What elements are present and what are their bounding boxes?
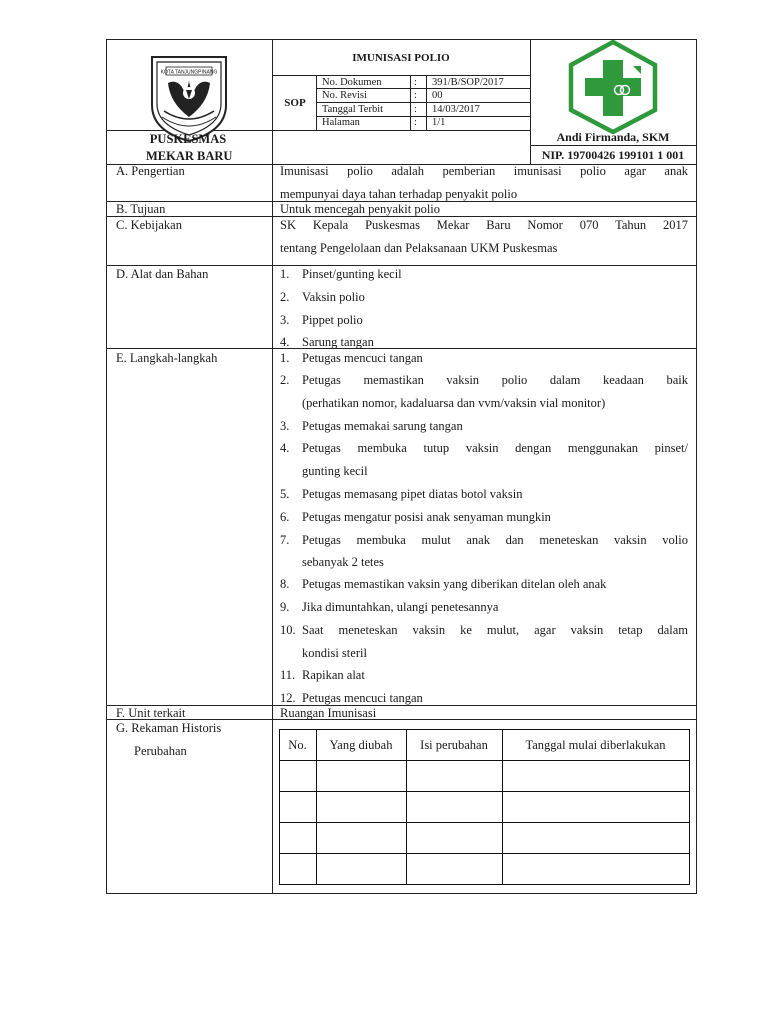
list-item-number: 3. [280,313,290,327]
list-item: Pippet polio [302,313,363,327]
step-number: 7. [280,533,290,547]
org-name-line1: PUSKESMAS [149,132,227,146]
step-text: Petugas memastikan vaksin polio dalam keadaan baik [302,373,688,387]
step-text: Petugas memasang pipet diatas botol vaksin [302,487,523,501]
document-title: IMUNISASI POLIO [352,52,450,64]
section-f-label: F. Unit terkait [116,706,186,720]
step-number: 12. [280,691,296,705]
border-bottom [106,893,697,894]
info-row-line-2 [316,102,530,103]
section-e-label: E. Langkah-langkah [116,351,218,365]
doc-info-value: 1/1 [432,117,446,128]
section-b-text: Untuk mencegah penyakit polio [280,202,441,216]
signer-name: Andi Firmanda, SKM [556,130,670,144]
history-table-row-line [279,853,690,854]
section-c-text-line2: tentang Pengelolaan dan Pelaksanaan UKM Puskesmas [280,241,558,255]
list-item: Pinset/gunting kecil [302,267,402,281]
section-b-label: B. Tujuan [116,202,166,216]
step-text: Jika dimuntahkan, ulangi penetesannya [302,600,499,614]
step-number: 2. [280,373,290,387]
step-number: 6. [280,510,290,524]
history-table-row-line [279,791,690,792]
step-number: 4. [280,441,290,455]
doc-info-sep: : [414,90,417,101]
step-number: 5. [280,487,290,501]
step-number: 10. [280,623,296,637]
step-text: Petugas membuka tutup vaksin dengan menggunakan pinset/ [302,441,688,455]
line-section-e [106,348,697,349]
history-table-header-line [279,760,690,761]
step-text-cont: sebanyak 2 tetes [302,555,384,569]
section-a-label: A. Pengertian [116,164,185,178]
history-table-row-line [279,822,690,823]
section-d-label: D. Alat dan Bahan [116,267,209,281]
title-bottom-line [272,75,530,76]
list-item: Sarung tangan [302,335,374,349]
step-text: Petugas mencuci tangan [302,351,423,365]
label-column-divider [272,39,273,894]
section-c-label: C. Kebijakan [116,218,182,232]
list-item: Vaksin polio [302,290,365,304]
doc-info-value: 00 [432,90,443,101]
column-header: Isi perubahan [420,738,488,752]
step-number: 11. [280,668,296,682]
doc-info-label: Halaman [322,117,360,128]
doc-info-label: No. Revisi [322,90,367,101]
doc-info-value: 391/B/SOP/2017 [432,77,504,88]
step-text-cont: gunting kecil [302,464,368,478]
step-text: Petugas memakai sarung tangan [302,419,463,433]
step-number: 3. [280,419,290,433]
doc-info-value: 14/03/2017 [432,104,480,115]
svg-text:KOTA TANJUNGPINANG: KOTA TANJUNGPINANG [160,69,218,76]
step-text: Petugas mengatur posisi anak senyaman mungkin [302,510,551,524]
doc-info-sep: : [414,77,417,88]
list-item-number: 4. [280,335,290,349]
border-right [696,39,697,894]
signer-split-line [530,145,696,146]
doc-info-sep: : [414,117,417,128]
list-item-number: 1. [280,267,290,281]
section-a-text-line1: Imunisasi polio adalah pemberian imunisasi polio agar anak [280,164,688,178]
doc-info-sep: : [414,104,417,115]
signer-nip: NIP. 19700426 199101 1 001 [541,148,685,162]
step-text: Petugas mencuci tangan [302,691,423,705]
step-text: Rapikan alat [302,668,365,682]
section-g-label-line1: G. Rekaman Historis [116,721,222,735]
step-number: 8. [280,577,290,591]
step-number: 9. [280,600,290,614]
step-text: Petugas memastikan vaksin yang diberikan ditelan oleh anak [302,577,607,591]
column-header: Tanggal mulai diberlakukan [525,738,666,752]
list-item-number: 2. [280,290,290,304]
sop-label: SOP [284,97,306,109]
step-text: Saat meneteskan vaksin ke mulut, agar vaksin tetap dalam [302,623,688,637]
doc-info-label: No. Dokumen [322,77,382,88]
org-name-line2: MEKAR BARU [146,149,233,163]
section-f-text: Ruangan Imunisasi [280,706,377,720]
history-table-col-line [689,729,690,885]
border-left [106,39,107,894]
history-table-bottom [279,884,690,885]
doc-info-label: Tanggal Terbit [322,104,384,115]
column-header: No. [288,738,307,752]
section-a-text-line2: mempunyai daya tahan terhadap penyakit polio [280,187,518,201]
step-text-cont: (perhatikan nomor, kadaluarsa dan vvm/vaksin vial monitor) [302,396,606,410]
section-g-label-line2: Perubahan [134,744,187,758]
step-text: Petugas membuka mulut anak dan meneteskan vaksin volio [302,533,688,547]
section-c-text-line1: SK Kepala Puskesmas Mekar Baru Nomor 070 Tahun 2017 [280,218,688,232]
step-text-cont: kondisi steril [302,646,367,660]
column-header: Yang diubah [329,738,393,752]
city-seal-logo [146,53,232,143]
puskesmas-logo [567,40,659,134]
step-number: 1. [280,351,290,365]
history-table-top [279,729,690,730]
